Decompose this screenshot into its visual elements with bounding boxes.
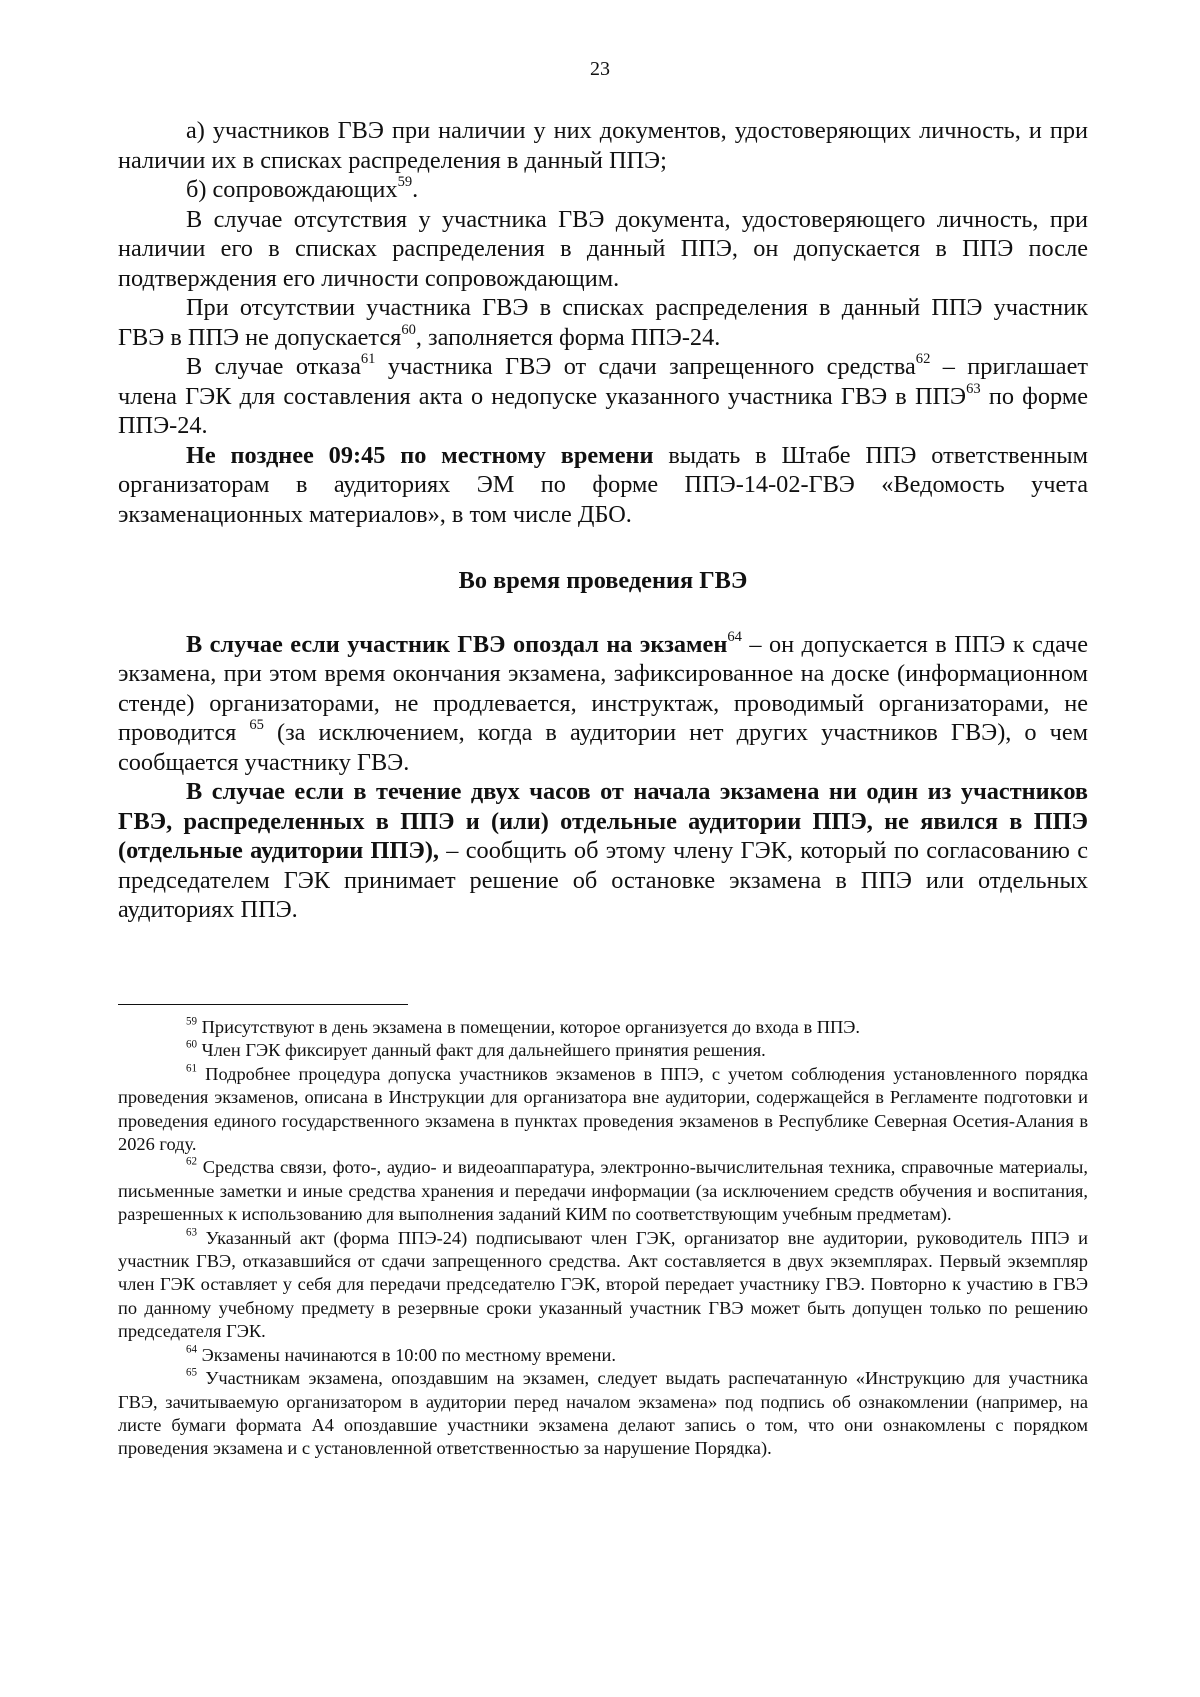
footnote-62 (118, 1156, 1088, 1226)
paragraph-text: б) сопровождающих (186, 176, 398, 203)
paragraph-text: . (412, 176, 419, 203)
footnote-ref-59: 59 (397, 174, 413, 191)
footnote-separator (118, 1004, 408, 1005)
footnotes (118, 1016, 1088, 1461)
footnote-ref-64: 64 (727, 628, 742, 645)
footnote-number: 62 (186, 1156, 198, 1169)
paragraph-text: При отсутствии участника ГВЭ в списках распределения в данный ППЭ участник ГВЭ в ППЭ не допускается (118, 294, 1088, 351)
bold-text: В случае если участник ГВЭ опоздал на экзамен (186, 630, 728, 658)
paragraph-no-id-document: В случае отсутствия у участника ГВЭ документа, удостоверяющего личность, при наличии его в списках распределения в данный ППЭ, он допускается в ППЭ после подтверждения его личности сопровождающим. (118, 205, 1088, 292)
footnote-number: 64 (186, 1343, 198, 1356)
footnote-number: 60 (186, 1039, 198, 1052)
paragraph-deadline (118, 441, 1088, 530)
paragraph-text: В случае отказа (186, 353, 361, 380)
paragraph-text: – сообщить об этому члену ГЭК, который по согласованию с председателем ГЭК принимает решение об остановке экзамена в ППЭ или отдельных аудиториях ППЭ. (118, 837, 1088, 923)
paragraph-not-in-list (118, 293, 1088, 352)
paragraph-text: – приглашает члена ГЭК для составления акта о недопуске указанного участника ГВЭ в ППЭ (118, 353, 1088, 410)
bold-text: В случае если в течение двух часов от начала экзамена ни один из участников ГВЭ, распределенных в ППЭ и (или) отдельные аудитории ППЭ, не явился в ППЭ (отдельные аудитории ППЭ), (118, 778, 1088, 864)
paragraph-text: выдать в Штабе ППЭ ответственным организаторам в аудиториях ЭМ по форме ППЭ-14-02-ГВЭ «Ведомость учета экзаменационных материалов», в том числе ДБО. (118, 441, 1088, 528)
footnote-ref-60: 60 (401, 321, 416, 338)
paragraph-a-participants: а) участников ГВЭ при наличии у них документов, удостоверяющих личность, и при наличии их в списках распределения в данный ППЭ; (118, 117, 1088, 174)
footnote-number: 61 (186, 1062, 198, 1075)
footnote-text: Присутствуют в день экзамена в помещении, которое организуется до входа в ППЭ. (197, 1017, 861, 1037)
footnote-text: Подробнее процедура допуска участников экзаменов в ППЭ, с учетом соблюдения установленного порядка проведения экзаменов, описана в Инструкции для организатора вне аудитории, содержащейся в Регламенте подготовки и проведения единого государственного экзамена в пунктах проведения экзаменов в Республике Северная Осетия-Алания в 2026 году. (118, 1063, 1088, 1155)
footnote-61 (118, 1063, 1088, 1157)
paragraph-no-show (118, 777, 1088, 925)
footnote-63 (118, 1227, 1088, 1344)
footnote-ref-63: 63 (966, 380, 981, 397)
footnote-ref-61: 61 (360, 351, 376, 368)
footnote-ref-65: 65 (249, 717, 264, 734)
footnote-64 (118, 1344, 1088, 1367)
paragraph-text: участника ГВЭ от сдачи запрещенного средства (375, 353, 916, 380)
paragraph-text: , заполняется форма ППЭ-24. (415, 323, 721, 351)
paragraph-b-escorts (118, 175, 1088, 205)
footnote-text: Член ГЭК фиксирует данный факт для дальнейшего принятия решения. (197, 1040, 766, 1061)
footnote-text: Участникам экзамена, опоздавшим на экзамен, следует выдать распечатанную «Инструкцию для участника ГВЭ, зачитываемую организатором в аудитории перед началом экзамена» под подпись об ознакомлении (например, на листе бумаги формата А4 опоздавшие участники экзамена делают запись о том, что они ознакомлены с порядком проведения экзамена и с установленной ответственностью за нарушение Порядка). (118, 1368, 1088, 1459)
footnote-text: Указанный акт (форма ППЭ-24) подписывают член ГЭК, организатор вне аудитории, руководитель ППЭ и участник ГВЭ, отказавшийся от сдачи запрещенного средства. Акт составляется в двух экземплярах. Первый экземпляр член ГЭК оставляет у себя для передачи председателю ГЭК, второй передает участнику ГВЭ. Повторно к участию в ГВЭ по данному учебному предмету в резервные сроки указанный участник ГВЭ может быть допущен только по решению председателя ГЭК. (118, 1227, 1088, 1342)
paragraph-late-participant (118, 630, 1088, 778)
section-heading: Во время проведения ГВЭ (458, 567, 748, 594)
footnote-number: 59 (186, 1015, 198, 1028)
footnote-text: Экзамены начинаются в 10:00 по местному времени. (197, 1344, 616, 1365)
footnote-number: 65 (186, 1366, 198, 1379)
footnote-59 (118, 1016, 1088, 1039)
page-number: 23 (590, 58, 610, 80)
paragraph-text: по форме ППЭ-24. (118, 382, 1088, 439)
footnote-number: 63 (186, 1226, 198, 1239)
footnote-65 (118, 1367, 1088, 1461)
bold-text: Не позднее 09:45 по местному времени (186, 441, 654, 469)
footnote-ref-62: 62 (915, 351, 931, 368)
main-text (118, 116, 1088, 925)
paragraph-refusal (118, 352, 1088, 441)
footnote-60 (118, 1039, 1088, 1062)
paragraph-text: (за исключением, когда в аудитории нет других участников ГВЭ), о чем сообщается участнику ГВЭ. (118, 719, 1089, 776)
paragraph-text: – он допускается в ППЭ к сдаче экзамена, при этом время окончания экзамена, зафиксированное на доске (информационном стенде) организаторами, не продлевается, инструктаж, проводимый организаторами, не проводится (118, 630, 1088, 746)
footnote-text: Средства связи, фото-, аудио- и видеоаппаратура, электронно-вычислительная техника, справочные материалы, письменные заметки и иные средства хранения и передачи информации (за исключением средств обучения и воспитания, разрешенных к использованию для выполнения заданий КИМ по соответствующим учебным предметам). (118, 1157, 1088, 1225)
